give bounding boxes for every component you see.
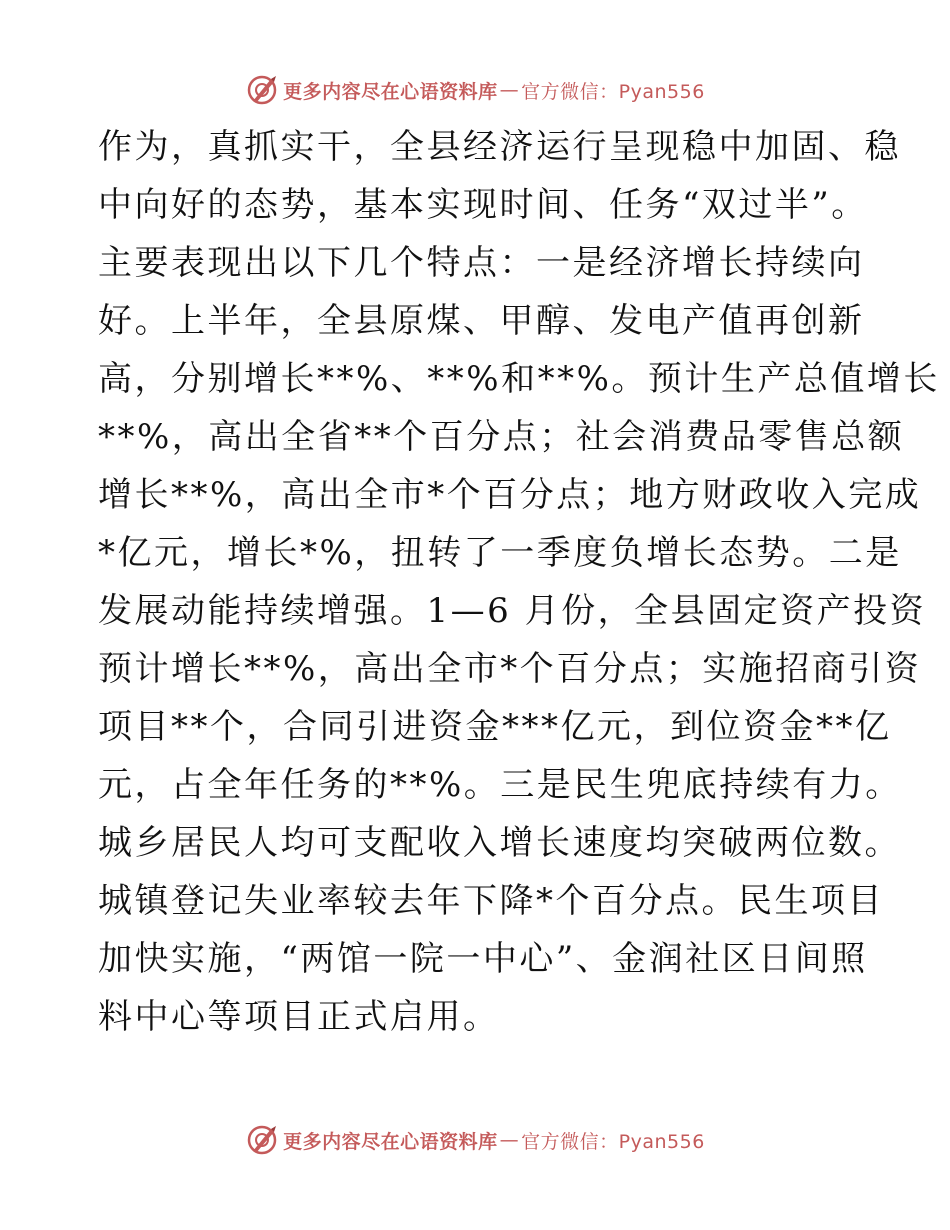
document-body xyxy=(98,118,940,1046)
body-line: 城镇登记失业率较去年下降*个百分点。民生项目 xyxy=(98,881,884,921)
body-line: 增长**%，高出全市*个百分点；地方财政收入完成 xyxy=(98,475,922,515)
quill-logo-icon xyxy=(245,73,279,107)
footer-watermark xyxy=(0,1120,950,1160)
body-line: 发展动能持续增强。1—6 月份，全县固定资产投资 xyxy=(98,591,927,631)
separator-dash: — xyxy=(499,79,520,101)
body-line: 中向好的态势，基本实现时间、任务“双过半”。 xyxy=(98,185,868,225)
body-line: 加快实施，“两馆一院一中心”、金润社区日间照 xyxy=(98,939,868,979)
body-line: 高，分别增长**%、**%和**%。预计生产总值增长 xyxy=(98,359,940,399)
body-line: 项目**个，合同引进资金***亿元，到位资金**亿 xyxy=(98,707,892,747)
quill-logo-icon xyxy=(245,1123,279,1157)
body-line: 作为，真抓实干，全县经济运行呈现稳中加固、稳 xyxy=(98,127,901,167)
brand-text: 更多内容尽在心语资料库 xyxy=(283,80,498,103)
footer-watermark-text xyxy=(283,1127,705,1154)
body-line: 预计增长**%，高出全市*个百分点；实施招商引资 xyxy=(98,649,922,689)
body-line: 城乡居民人均可支配收入增长速度均突破两位数。 xyxy=(98,823,901,863)
header-watermark xyxy=(0,70,950,110)
body-line: 好。上半年，全县原煤、甲醇、发电产值再创新 xyxy=(98,301,865,341)
body-line: 料中心等项目正式启用。 xyxy=(98,997,500,1037)
separator-dash: — xyxy=(499,1129,520,1151)
body-line: *亿元，增长*%，扭转了一季度负增长态势。二是 xyxy=(98,533,902,573)
body-line: 元，占全年任务的**%。三是民生兜底持续有力。 xyxy=(98,765,902,805)
body-line: 主要表现出以下几个特点：一是经济增长持续向 xyxy=(98,243,865,283)
body-line: **%，高出全省**个百分点；社会消费品零售总额 xyxy=(98,417,905,457)
brand-text: 更多内容尽在心语资料库 xyxy=(283,1130,498,1153)
wechat-text: 官方微信：Pyan556 xyxy=(521,80,705,103)
wechat-text: 官方微信：Pyan556 xyxy=(521,1130,705,1153)
header-watermark-text xyxy=(283,77,705,104)
